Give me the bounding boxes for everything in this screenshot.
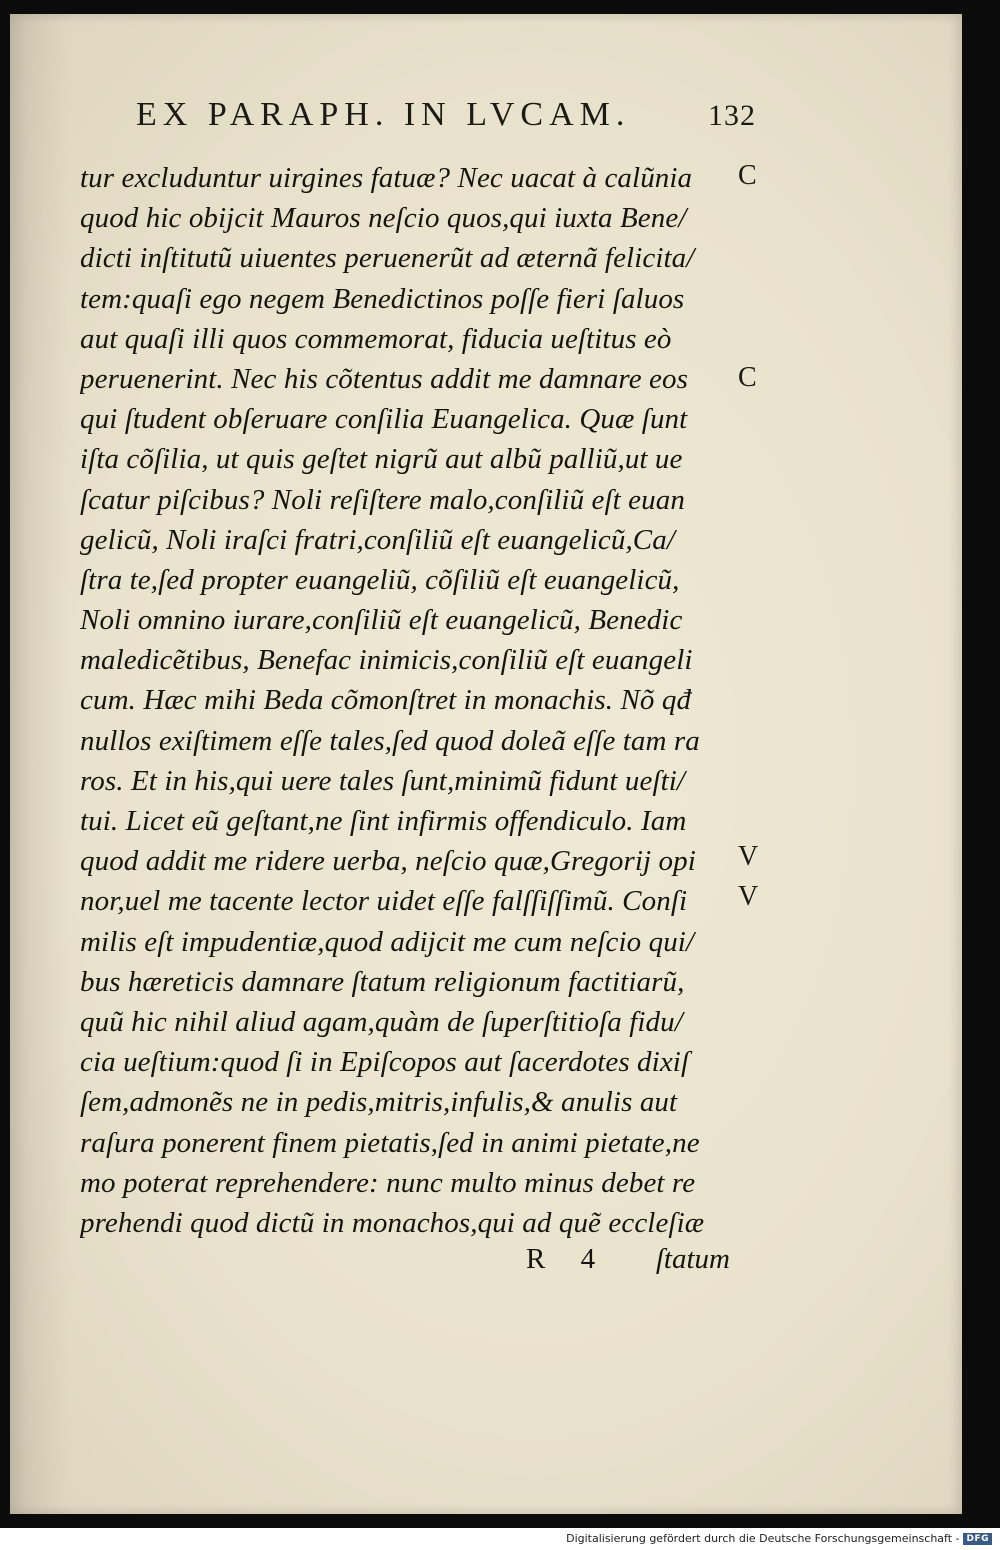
margin-note-c: C (738, 160, 757, 191)
text-line: dicti inſtitutũ uiuentes peruenerũt ad æternã felicita/ (80, 242, 695, 275)
text-line: cum. Hæc mihi Beda cõmonſtret in monachis. Nõ qđ (80, 684, 692, 717)
running-head-title: EX PARAPH. IN LVCAM. (136, 96, 631, 133)
text-line: tur excluduntur uirgines fatuæ? Nec uacat à calũnia (80, 162, 693, 194)
text-line: raſura ponerent finem pietatis,ſed in animi pietate,ne (80, 1126, 700, 1159)
text-line: bus hæreticis damnare ſtatum religionum factitiarũ, (80, 965, 685, 998)
signature-mark: R 4 (526, 1243, 610, 1275)
margin-note-c: C (738, 362, 757, 393)
text-line: tem:quaſi ego negem Benedictinos poſſe fieri ſaluos (80, 282, 685, 315)
text-line: ſtra te,ſed propter euangeliũ, cõſiliũ eſt euangelicũ, (80, 563, 680, 596)
text-line: ros. Et in his,qui uere tales ſunt,minimũ fidunt ueſti/ (80, 764, 686, 797)
credit-text: Digitalisierung gefördert durch die Deutsche Forschungsgemeinschaft - (566, 1532, 960, 1545)
text-line: mo poterat reprehendere: nunc multo minus debet re (80, 1166, 696, 1199)
text-line: prehendi quod dictũ in monachos,qui ad quẽ eccleſiæ (80, 1206, 705, 1239)
text-line: tui. Licet eũ geſtant,ne ſint infirmis offendiculo. Iam (80, 805, 687, 837)
margin-note-v: V (738, 841, 759, 872)
text-line: quod hic obijcit Mauros neſcio quos,qui iuxta Bene/ (80, 202, 687, 235)
folio-number: 132 (708, 99, 756, 132)
margin-note-v: V (738, 881, 759, 912)
text-line: peruenerint. Nec his cõtentus addit me damnare eos (80, 362, 688, 395)
main-text-block (80, 158, 760, 1243)
text-line: quod addit me ridere uerba, neſcio quæ,Gregorij opi (80, 845, 696, 878)
text-line: aut quaſi illi quos commemorat, fiducia ueſtitus eò (80, 322, 672, 355)
text-line: nullos exiſtimem eſſe tales,ſed quod doleã eſſe tam ra (80, 724, 700, 757)
text-line: nor,uel me tacente lector uidet eſſe falſſiſſimũ. Conſi (80, 885, 688, 918)
running-head (136, 96, 756, 134)
text-line: milis eſt impudentiæ,quod adijcit me cum neſcio qui/ (80, 925, 695, 958)
text-line: maledicẽtibus, Benefac inimicis,conſiliũ eſt euangeli (80, 644, 693, 677)
text-line: gelicũ, Noli iraſci fratri,conſiliũ eſt euangelicũ,Ca/ (80, 523, 676, 556)
text-line: Noli omnino iurare,conſiliũ eſt euangelicũ, Benedic (80, 604, 683, 637)
page-gutter-shadow (10, 14, 70, 1514)
text-line: qui ſtudent obſeruare conſilia Euangelica. Quæ ſunt (80, 403, 688, 436)
text-line: quũ hic nihil aliud agam,quàm de ſuperſtitioſa fidu/ (80, 1005, 683, 1038)
page-footer (80, 1243, 760, 1283)
text-line: iſta cõſilia, ut quis geſtet nigrũ aut albũ palliũ,ut ue (80, 443, 683, 476)
catchword: ſtatum (655, 1243, 730, 1275)
text-line: ſem,admonẽs ne in pedis,mitris,infulis,& anulis aut (80, 1086, 678, 1119)
text-line: cia ueſtium:quod ſi in Epiſcopos aut ſacerdotes dixiſ (80, 1046, 690, 1079)
dfg-logo-icon: DFG (963, 1533, 992, 1545)
digitization-credit (566, 1532, 992, 1545)
text-line: ſcatur piſcibus? Noli reſiſtere malo,conſiliũ eſt euan (80, 483, 685, 516)
